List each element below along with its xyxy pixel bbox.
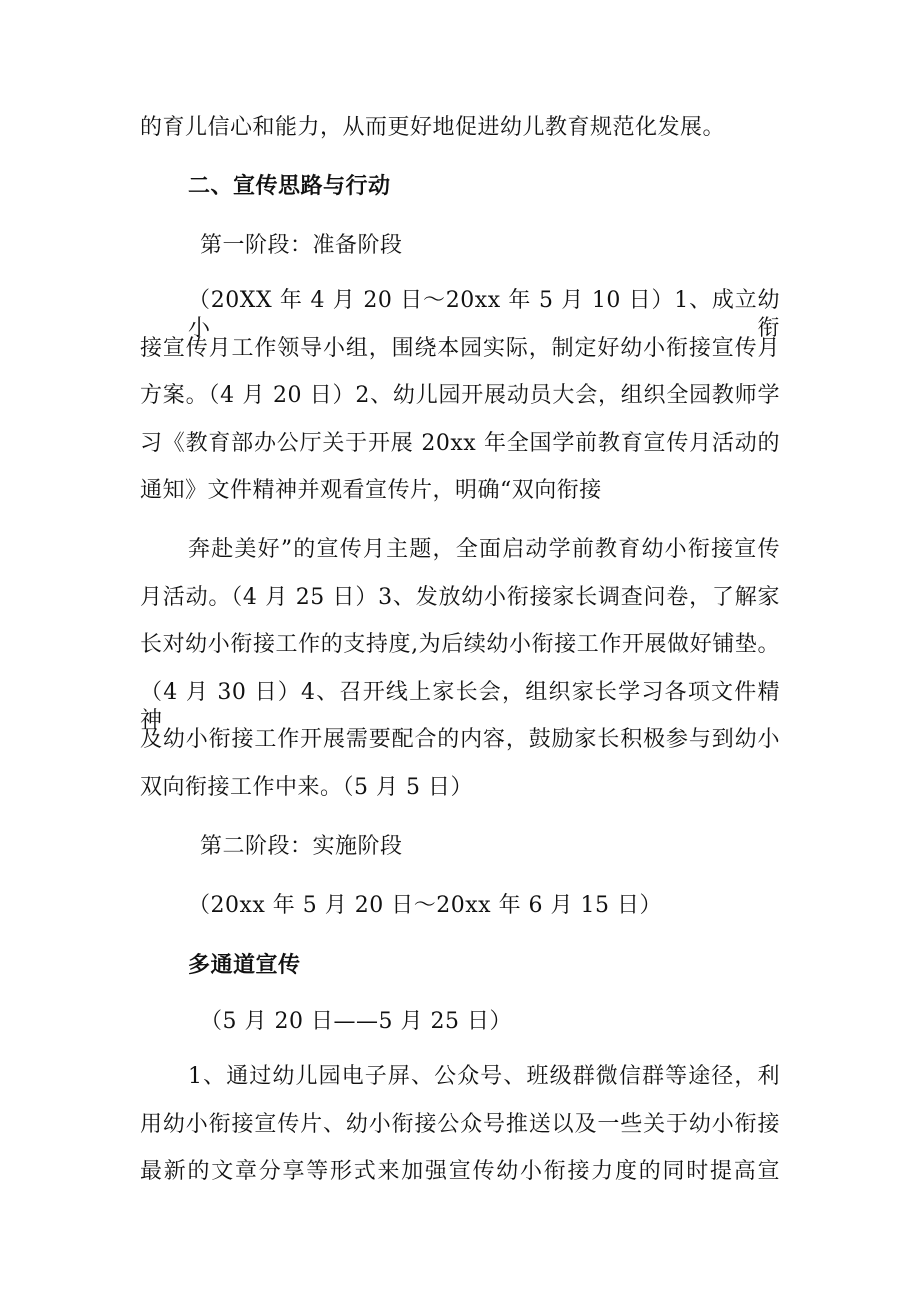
body-text-line: 习《教育部办公厅关于开展 20xx 年全国学前教育宣传月活动的: [140, 431, 780, 456]
body-text-line: 月活动。（4 月 25 日）3、发放幼小衔接家长调查问卷，了解家: [140, 585, 780, 610]
body-text-line: 的育儿信心和能力，从而更好地促进幼儿教育规范化发展。: [140, 115, 726, 140]
body-text-line: 1、通过幼儿园电子屏、公众号、班级群微信群等途径，利: [188, 1064, 780, 1089]
body-text-line: 接宣传月工作领导小组，围绕本园实际，制定好幼小衔接宣传月: [140, 336, 780, 361]
date-range: （5 月 20 日——5 月 25 日）: [200, 1009, 512, 1034]
body-text-line: 及幼小衔接工作开展需要配合的内容，鼓励家长积极参与到幼小: [140, 727, 780, 752]
body-text-line: 长对幼小衔接工作的支持度,为后续幼小衔接工作开展做好铺垫。: [140, 632, 780, 657]
body-text-line: （4 月 30 日）4、召开线上家长会，组织家长学习各项文件精神: [140, 680, 780, 733]
body-text-line: 双向衔接工作中来。（5 月 5 日）: [140, 775, 473, 800]
stage-title: 第二阶段：实施阶段: [200, 834, 403, 859]
body-text-line: 用幼小衔接宣传片、幼小衔接公众号推送以及一些关于幼小衔接: [140, 1112, 780, 1137]
body-text-line: 方案。（4 月 20 日）2、幼儿园开展动员大会，组织全园教师学: [140, 383, 780, 408]
section-heading: 二、宣传思路与行动: [188, 174, 391, 199]
date-range: （20xx 年 5 月 20 日～20xx 年 6 月 15 日）: [188, 893, 663, 918]
stage-title: 第一阶段：准备阶段: [200, 233, 403, 258]
body-text-line: 奔赴美好”的宣传月主题，全面启动学前教育幼小衔接宣传: [188, 537, 780, 562]
body-text-line: （20XX 年 4 月 20 日～20xx 年 5 月 10 日）1、成立幼小衔: [188, 288, 780, 341]
body-text-line: 最新的文章分享等形式来加强宣传幼小衔接力度的同时提高宣: [140, 1159, 780, 1184]
body-text-line: 通知》文件精神并观看宣传片，明确“双向衔接: [140, 478, 602, 503]
subsection-heading: 多通道宣传: [188, 953, 301, 978]
